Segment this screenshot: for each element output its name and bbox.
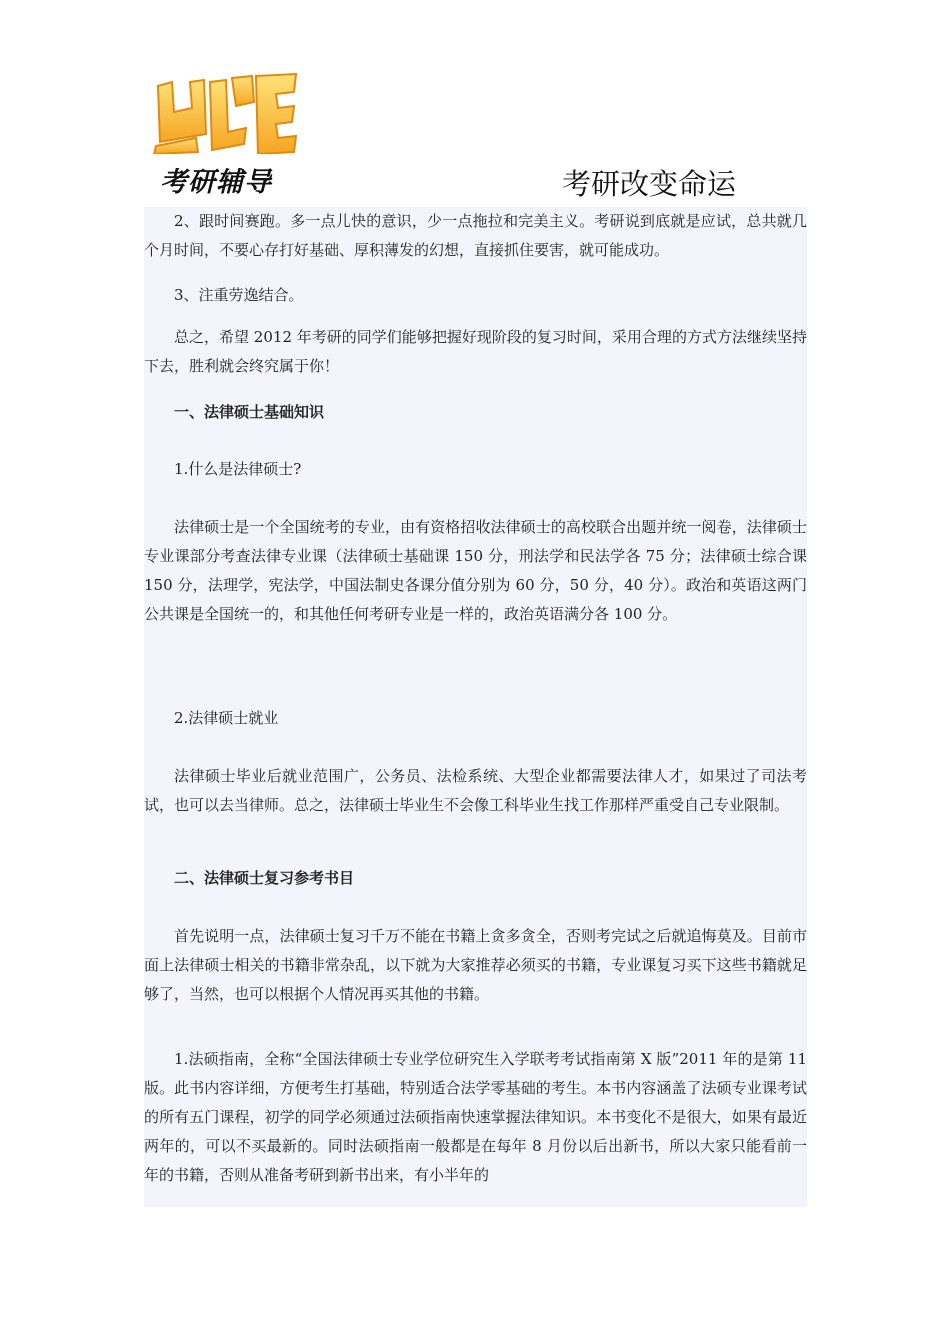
logo-text: 考研辅导 [160, 167, 272, 198]
kaicheng-logo-icon [152, 72, 298, 154]
paragraph-rest: 3、注重劳逸结合。 [174, 286, 304, 304]
question-employment: 2.法律硕士就业 [174, 709, 279, 727]
paragraph-guide-book: 1.法硕指南，全称“全国法律硕士专业学位研究生入学联考考试指南第 X 版”2011 年的是第 11 版。此书内容详细，方便考生打基础，特别适合法学零基础的考生。本书内容涵盖了法硕专业课考试的所有五门课程，初学的同学必须通过法硕指南快速掌握法律知识。本书变化不是很大，如果有最近两年的，可以不买最新的。同时法硕指南一般都是在每年 8 月份以后出新书，所以大家只能看前一年的书籍，否则从准备考研到新书出来，有小半年的 [144, 1050, 807, 1184]
section-heading-basics: 一、法律硕士基础知识 [174, 403, 325, 421]
paragraph-employment: 法律硕士毕业后就业范围广，公务员、法检系统、大型企业都需要法律人才，如果过了司法考试，也可以去当律师。总之，法律硕士毕业生不会像工科毕业生找工作那样严重受自己专业限制。 [144, 767, 807, 814]
paragraph-time-race: 2、跟时间赛跑。多一点儿快的意识，少一点拖拉和完美主义。考研说到底就是应试，总共就几个月时间，不要心存打好基础、厚积薄发的幻想，直接抓住要害，就可能成功。 [144, 212, 807, 259]
question-what-is: 1.什么是法律硕士? [174, 460, 302, 478]
paragraph-books-intro: 首先说明一点，法律硕士复习千万不能在书籍上贪多贪全，否则考完试之后就追悔莫及。目前市面上法律硕士相关的书籍非常杂乱，以下就为大家推荐必须买的书籍，专业课复习买下这些书籍就足够了，当然，也可以根据个人情况再买其他的书籍。 [144, 927, 807, 1003]
section-heading-books: 二、法律硕士复习参考书目 [174, 869, 355, 887]
brand-logo [150, 72, 300, 197]
paragraph-definition: 法律硕士是一个全国统考的专业，由有资格招收法律硕士的高校联合出题并统一阅卷，法律硕士专业课部分考查法律专业课（法律硕士基础课 150 分，刑法学和民法学各 75 分；法律硕士综合课 150 分，法理学，宪法学，中国法制史各课分值分别为 60 分，50 分，40 分）。政治和英语这两门公共课是全国统一的，和其他任何考研专业是一样的，政治英语满分各 100 分。 [144, 518, 807, 623]
document-body [144, 207, 807, 1207]
motto-heading: 考研改变命运 [562, 167, 737, 201]
paragraph-conclusion: 总之，希望 2012 年考研的同学们能够把握好现阶段的复习时间，采用合理的方式方法继续坚持下去，胜利就会终究属于你！ [144, 328, 807, 375]
